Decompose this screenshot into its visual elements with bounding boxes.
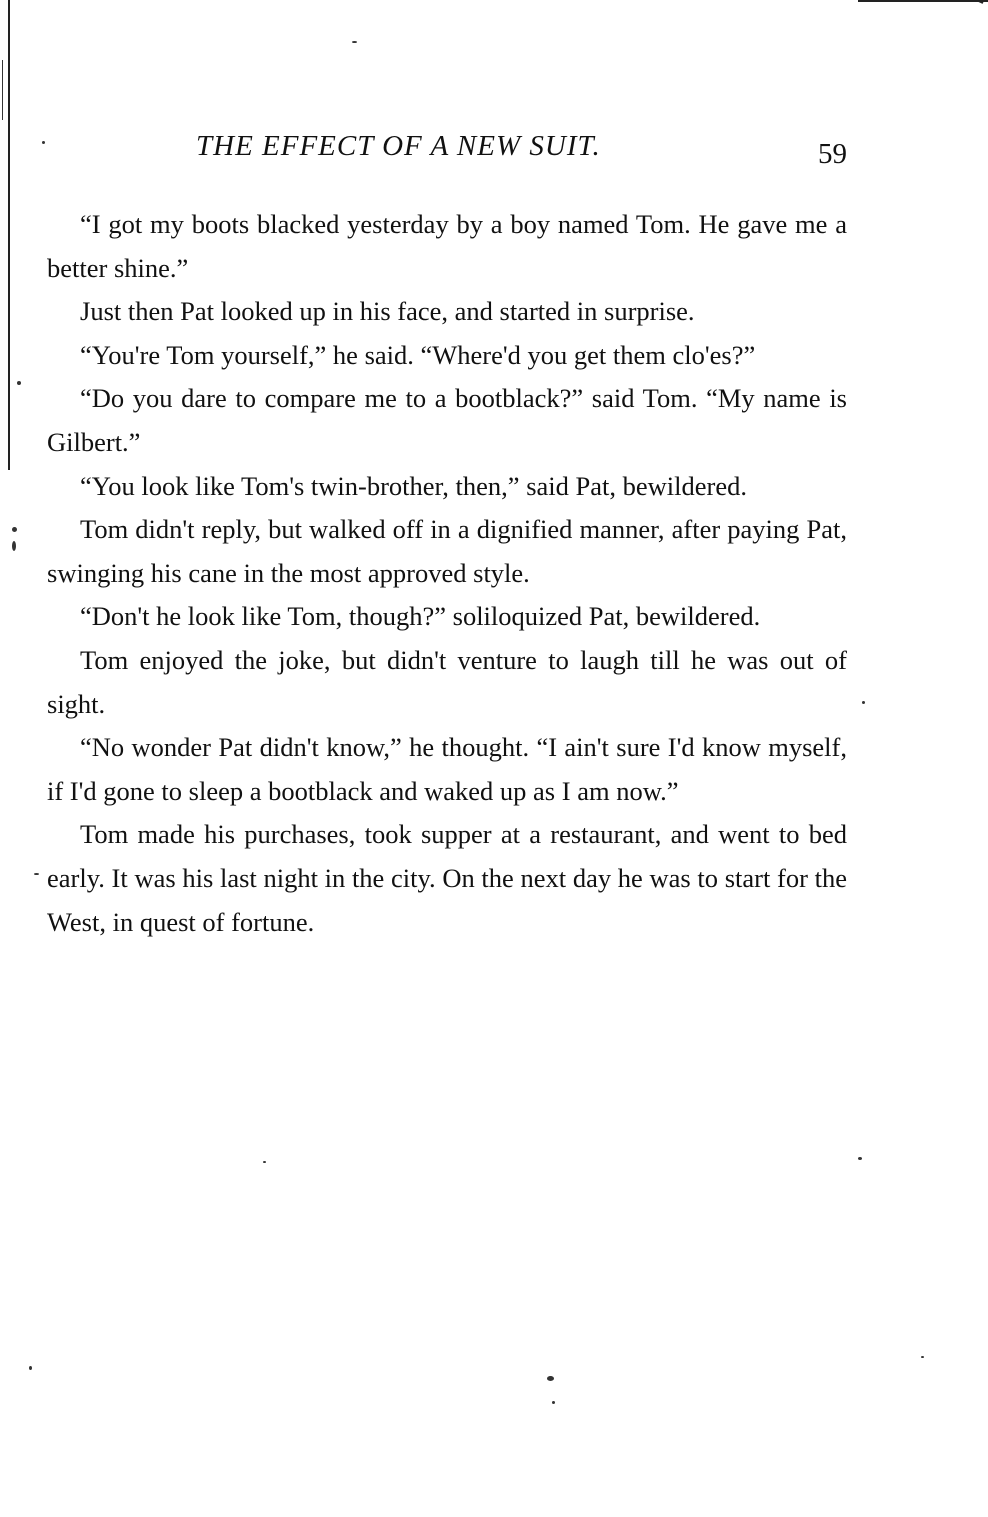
scan-speck: [29, 1366, 32, 1370]
scan-edge-line: [8, 0, 10, 470]
scan-speck: [12, 527, 17, 532]
scan-speck: [862, 701, 865, 704]
paragraph: “Do you dare to compare me to a bootblack?” said Tom. “My name is Gilbert.”: [47, 383, 847, 457]
scan-speck: [34, 873, 39, 875]
body-text: [47, 203, 847, 944]
paragraph: “Don't he look like Tom, though?” soliloquized Pat, bewildered.: [80, 601, 761, 632]
paragraph: Tom enjoyed the joke, but didn't venture to laugh till he was out of sight.: [47, 644, 847, 719]
scan-speck: [42, 141, 45, 144]
scan-edge-line: [858, 0, 988, 2]
scan-speck: [547, 1376, 554, 1381]
paragraph: Just then Pat looked up in his face, and started in surprise.: [80, 296, 695, 327]
scan-speck: [552, 1401, 555, 1404]
scan-speck: [12, 541, 16, 551]
scan-edge-line: [2, 60, 3, 120]
running-head: THE EFFECT OF A NEW SUIT.: [196, 130, 601, 162]
paragraph: Tom made his purchases, took supper at a restaurant, and went to bed early. It was his last night in the city. On the next day he was to start for the West, in quest of fortune.: [47, 819, 847, 937]
paragraph: “No wonder Pat didn't know,” he thought. “I ain't sure I'd know myself, if I'd gone to sleep a bootblack and waked up as I am now.”: [47, 732, 847, 806]
scan-speck: [263, 1161, 266, 1163]
paragraph: “I got my boots blacked yesterday by a boy named Tom. He gave me a better shine.”: [47, 209, 847, 283]
paragraph: “You look like Tom's twin-brother, then,” said Pat, bewildered.: [80, 470, 747, 501]
paragraph: Tom didn't reply, but walked off in a dignified manner, after paying Pat, swinging his cane in the most approved style.: [47, 514, 847, 588]
scan-speck: [858, 1157, 862, 1160]
paragraph: “You're Tom yourself,” he said. “Where'd you get them clo'es?”: [80, 339, 756, 370]
scan-speck: [17, 381, 21, 385]
page-number: 59: [818, 138, 847, 170]
scan-speck: [921, 1356, 924, 1358]
scan-speck: [352, 41, 357, 43]
